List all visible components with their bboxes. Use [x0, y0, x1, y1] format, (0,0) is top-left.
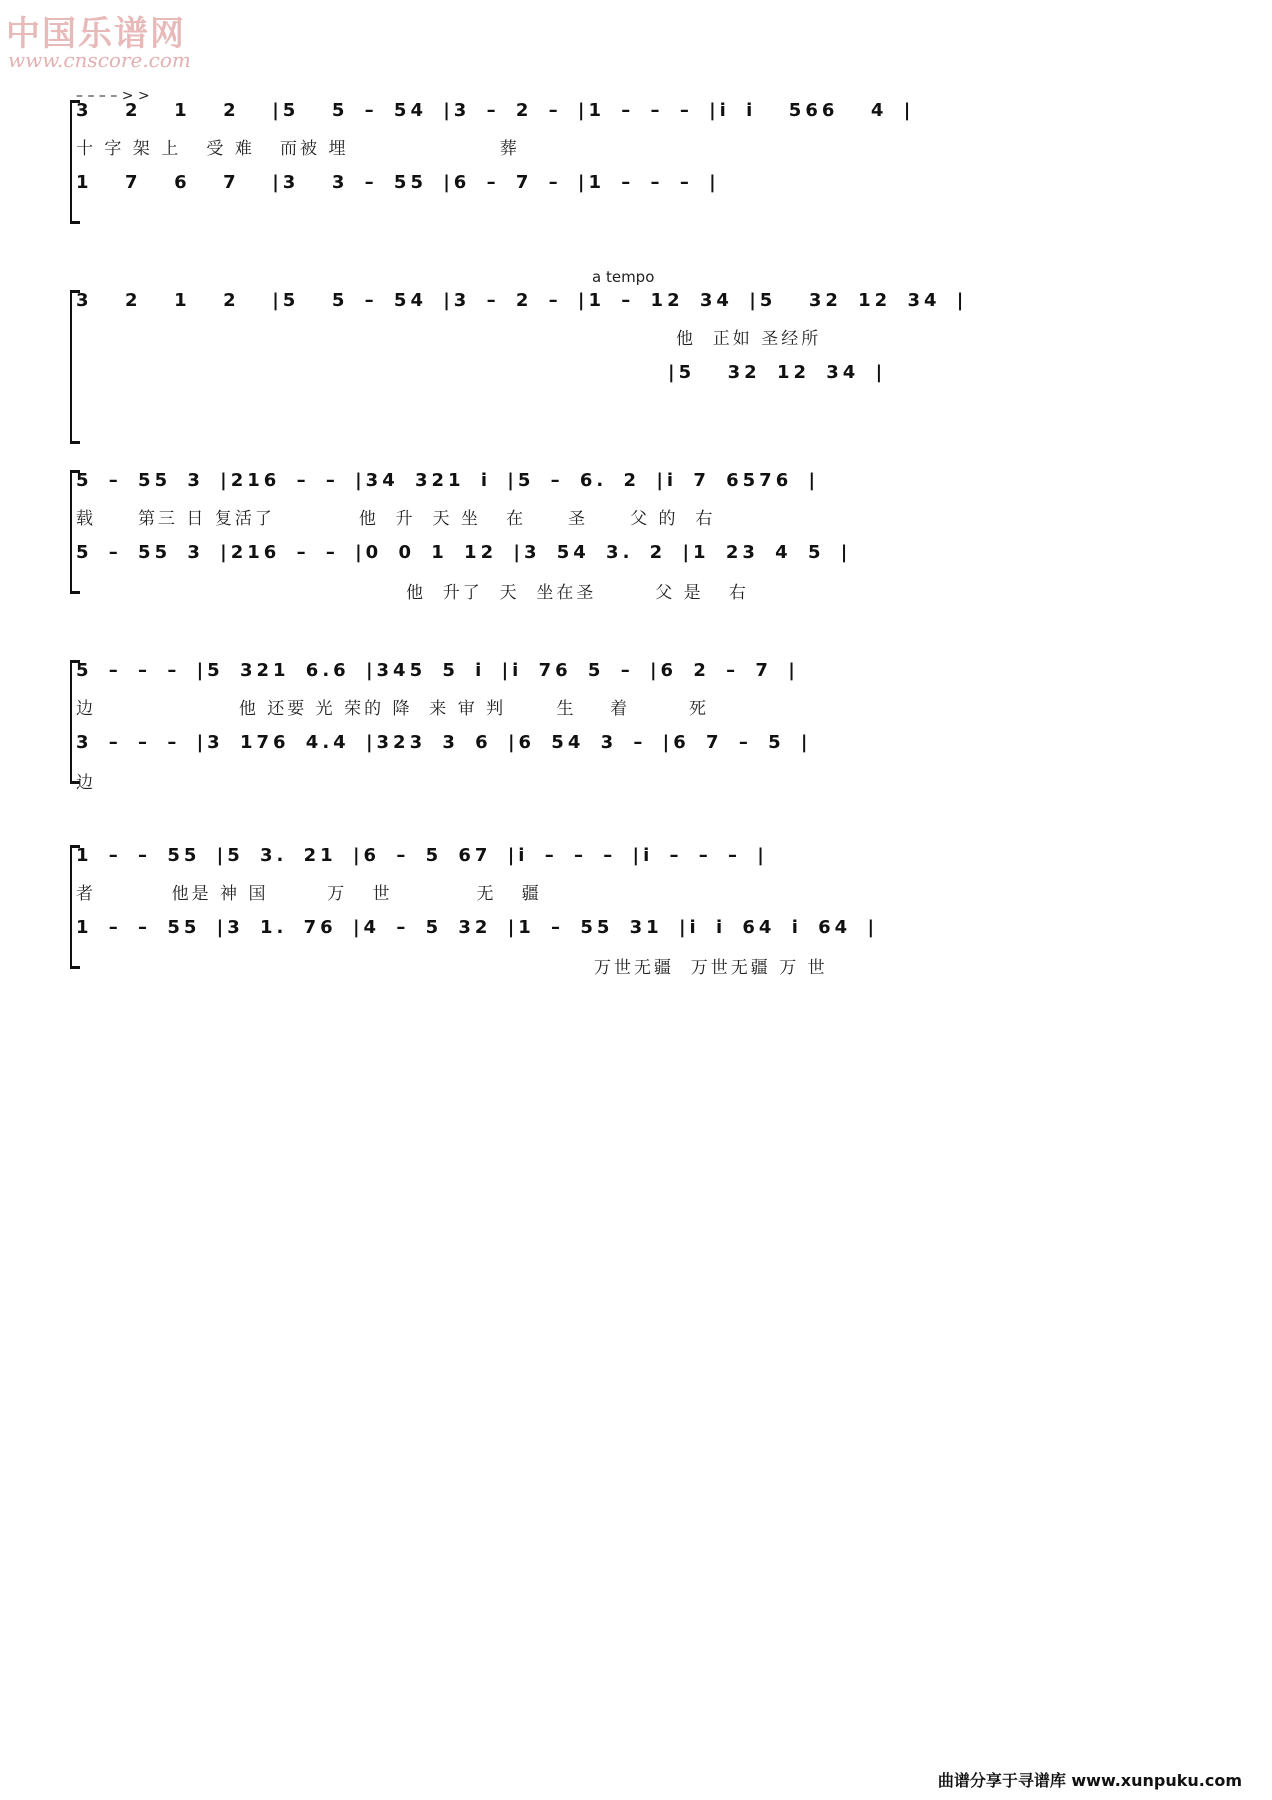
upper-lyrics: 载 第三 日 复活了 他 升 天 坐 在 圣 父 的 右: [76, 509, 716, 529]
tempo-mark: a tempo: [592, 268, 655, 286]
upper-voice-line: 5 – 55 3 |216 – – |34 321 i |5 – 6. 2 |i 7 6576 |: [76, 470, 820, 491]
lower-voice-line: 1 – – 55 |3 1. 76 |4 – 5 32 |1 – 55 31 |i i 64 i 64 |: [76, 917, 879, 938]
upper-lyrics: 边 他 还要 光 荣的 降 来 审 判 生 着 死: [76, 699, 709, 719]
lower-voice-line: 5 – 55 3 |216 – – |0 0 1 12 |3 54 3. 2 |1 23 4 5 |: [76, 542, 852, 563]
score-system-1: [76, 88, 915, 220]
score-system-4: [76, 660, 836, 800]
watermark-url: www.cnscore.com: [8, 48, 191, 72]
score-system-2: [76, 268, 968, 440]
lower-lyrics: 万世无疆 万世无疆 万 世: [594, 958, 828, 978]
lower-lyrics: 边: [76, 773, 96, 793]
lower-voice-line: 1 7 6 7 |3 3 – 55 |6 – 7 – |1 – – – |: [76, 172, 720, 193]
lower-voice-line: |5 32 12 34 |: [668, 362, 887, 383]
upper-voice-line: 3 2 1 2 |5 5 – 54 |3 – 2 – |1 – 12 34 |5 32 12 34 |: [76, 290, 968, 311]
upper-lyrics: 者 他是 神 国 万 世 无 疆: [76, 884, 542, 904]
upper-voice-line: 5 – – – |5 321 6.6 |345 5 i |i 76 5 – |6 2 – 7 |: [76, 660, 799, 681]
upper-lyrics: 十 字 架 上 受 难 而被 埋 葬: [76, 139, 520, 159]
lower-lyrics: 他 升了 天 坐在圣 父 是 右: [406, 583, 749, 603]
accent-marks: – – – – > >: [76, 88, 150, 104]
footer-credit: 曲谱分享于寻谱库 www.xunpuku.com: [937, 1771, 1242, 1790]
score-system-5: [76, 845, 879, 985]
upper-lyrics: 他 正如 圣经所: [676, 329, 822, 349]
upper-voice-line: 1 – – 55 |5 3. 21 |6 – 5 67 |i – – – |i – – – |: [76, 845, 768, 866]
lower-voice-line: 3 – – – |3 176 4.4 |323 3 6 |6 54 3 – |6 7 – 5 |: [76, 732, 812, 753]
watermark-title: 中国乐谱网: [6, 14, 186, 54]
score-system-3: [76, 470, 852, 610]
upper-voice-line: 3 2 1 2 |5 5 – 54 |3 – 2 – |1 – – – |i i 566 4 |: [76, 100, 915, 121]
